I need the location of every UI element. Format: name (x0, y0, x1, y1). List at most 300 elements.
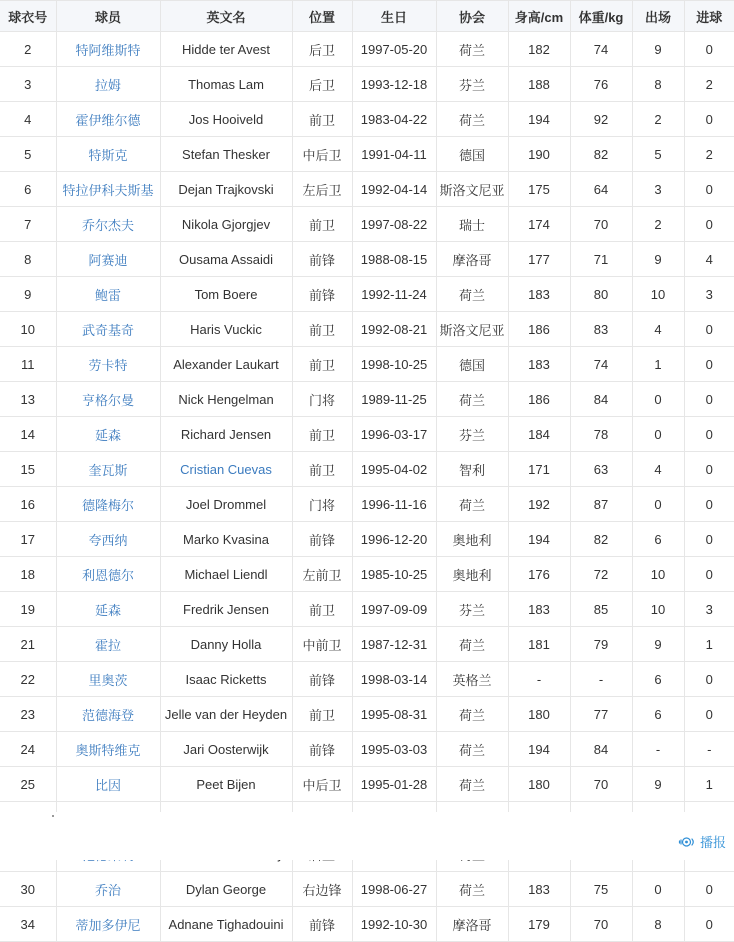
player-link[interactable]: 蒂加多伊尼 (75, 917, 141, 933)
table-row (0, 277, 734, 312)
cell-english: Jari Oosterwijk (160, 732, 292, 767)
cell-birthday: 1997-08-22 (352, 207, 436, 242)
cell-weight: 82 (570, 137, 632, 172)
cell-height: 171 (508, 452, 570, 487)
cell-apps: 4 (632, 312, 684, 347)
cell-association: 德国 (436, 347, 508, 382)
cell-position: 前卫 (292, 102, 352, 137)
cell-player[interactable] (56, 207, 160, 242)
table-row (0, 627, 734, 662)
cell-association: 荷兰 (436, 732, 508, 767)
cell-association: 芬兰 (436, 417, 508, 452)
cell-association: 荷兰 (436, 382, 508, 417)
cell-player[interactable] (56, 67, 160, 102)
player-link[interactable]: 利恩德尔 (81, 567, 134, 583)
cell-weight: 79 (570, 627, 632, 662)
cell-goals: 0 (684, 102, 734, 137)
cell-english[interactable] (160, 452, 292, 487)
cell-number: 30 (0, 872, 56, 907)
cell-position: 后卫 (292, 32, 352, 67)
cell-english: Michael Liendl (160, 557, 292, 592)
cell-position: 左后卫 (292, 172, 352, 207)
cell-association: 斯洛文尼亚 (436, 172, 508, 207)
cell-weight: 87 (570, 487, 632, 522)
cell-player[interactable] (56, 767, 160, 802)
cell-player[interactable] (56, 347, 160, 382)
cell-weight: 74 (570, 347, 632, 382)
cell-birthday: 1995-04-02 (352, 452, 436, 487)
column-header-goals: 进球 (684, 1, 734, 32)
cell-association: 奥地利 (436, 522, 508, 557)
cell-english: Jelle van der Heyden (160, 697, 292, 732)
table-row (0, 907, 734, 942)
cell-number: 16 (0, 487, 56, 522)
table-row (0, 102, 734, 137)
cell-position: 前锋 (292, 277, 352, 312)
column-header-birthday: 生日 (352, 1, 436, 32)
cell-goals: 0 (684, 382, 734, 417)
broadcast-brand[interactable] (678, 832, 726, 851)
cell-player[interactable] (56, 627, 160, 662)
cell-apps: 6 (632, 697, 684, 732)
cell-number: 3 (0, 67, 56, 102)
cell-goals: 3 (684, 277, 734, 312)
player-link[interactable]: 延森 (94, 427, 121, 443)
column-header-association: 协会 (436, 1, 508, 32)
player-link[interactable]: 德隆梅尔 (81, 497, 134, 513)
cell-apps: - (632, 732, 684, 767)
cell-position: 前卫 (292, 452, 352, 487)
player-link[interactable]: 乔治 (94, 882, 121, 898)
cell-player[interactable] (56, 522, 160, 557)
cell-english: Richard Jensen (160, 417, 292, 452)
table-row (0, 557, 734, 592)
cell-number: 7 (0, 207, 56, 242)
cell-position: 前卫 (292, 417, 352, 452)
cell-number: 13 (0, 382, 56, 417)
cell-birthday: 1996-03-17 (352, 417, 436, 452)
cell-number: 19 (0, 592, 56, 627)
cell-english: Marko Kvasina (160, 522, 292, 557)
cell-height: 182 (508, 32, 570, 67)
cell-number: 24 (0, 732, 56, 767)
cell-position: 后卫 (292, 67, 352, 102)
cell-apps: 3 (632, 172, 684, 207)
cell-apps: 6 (632, 522, 684, 557)
cell-association: 摩洛哥 (436, 242, 508, 277)
player-link[interactable]: 特阿维斯特 (75, 42, 141, 58)
cell-apps: 0 (632, 872, 684, 907)
table-row (0, 137, 734, 172)
cell-birthday: 1988-08-15 (352, 242, 436, 277)
cell-apps: 8 (632, 907, 684, 942)
player-link[interactable]: 鲍雷 (94, 287, 121, 303)
cell-birthday: 1996-11-16 (352, 487, 436, 522)
cell-goals: 1 (684, 627, 734, 662)
cell-apps: 0 (632, 417, 684, 452)
cell-goals: 1 (684, 767, 734, 802)
cell-association: 荷兰 (436, 277, 508, 312)
cell-goals: 0 (684, 872, 734, 907)
cell-number: 34 (0, 907, 56, 942)
cell-position: 前卫 (292, 592, 352, 627)
column-header-position: 位置 (292, 1, 352, 32)
cell-height: 177 (508, 242, 570, 277)
player-link[interactable]: 劳卡特 (88, 357, 128, 373)
cell-goals: - (684, 732, 734, 767)
cell-position: 前锋 (292, 907, 352, 942)
cell-birthday: 1998-03-14 (352, 662, 436, 697)
cell-apps: 9 (632, 627, 684, 662)
cell-english: Peet Bijen (160, 767, 292, 802)
cell-goals: 0 (684, 207, 734, 242)
cell-birthday: 1992-10-30 (352, 907, 436, 942)
cell-number: 14 (0, 417, 56, 452)
cell-goals: 0 (684, 557, 734, 592)
table-row (0, 312, 734, 347)
cell-height: 183 (508, 872, 570, 907)
cell-number: 9 (0, 277, 56, 312)
cell-weight: 78 (570, 417, 632, 452)
page-marker-dot (52, 815, 54, 817)
cell-apps: 2 (632, 207, 684, 242)
cell-apps: 9 (632, 242, 684, 277)
table-header-row (0, 1, 734, 32)
column-header-number: 球衣号 (0, 1, 56, 32)
cell-weight: 63 (570, 452, 632, 487)
cell-english: Nikola Gjorgjev (160, 207, 292, 242)
cell-association: 荷兰 (436, 32, 508, 67)
cell-english: Danny Holla (160, 627, 292, 662)
cell-position: 前锋 (292, 662, 352, 697)
table-row (0, 697, 734, 732)
column-header-english: 英文名 (160, 1, 292, 32)
cell-goals: 0 (684, 452, 734, 487)
cell-goals: 0 (684, 417, 734, 452)
cell-number: 15 (0, 452, 56, 487)
cell-weight: - (570, 662, 632, 697)
cell-position: 前锋 (292, 732, 352, 767)
table-row (0, 347, 734, 382)
player-link[interactable]: 特斯克 (88, 147, 128, 163)
cell-position: 前锋 (292, 522, 352, 557)
cell-height: 176 (508, 557, 570, 592)
cell-position: 门将 (292, 382, 352, 417)
cell-height: 194 (508, 732, 570, 767)
cell-apps: 9 (632, 32, 684, 67)
cell-association: 荷兰 (436, 767, 508, 802)
cell-goals: 0 (684, 522, 734, 557)
broadcast-label: 播报 (699, 835, 726, 850)
table-row (0, 662, 734, 697)
cell-number: 18 (0, 557, 56, 592)
cell-birthday: 1998-10-25 (352, 347, 436, 382)
cell-apps: 10 (632, 557, 684, 592)
cell-apps: 10 (632, 277, 684, 312)
table-row (0, 732, 734, 767)
cell-association: 芬兰 (436, 67, 508, 102)
table-row (0, 417, 734, 452)
cell-weight: 70 (570, 907, 632, 942)
cell-english: Ousama Assaidi (160, 242, 292, 277)
player-link[interactable]: 夸西纳 (88, 532, 128, 548)
cell-weight: 82 (570, 522, 632, 557)
cell-number: 4 (0, 102, 56, 137)
cell-number: 11 (0, 347, 56, 382)
cell-player[interactable] (56, 662, 160, 697)
column-header-height: 身高/cm (508, 1, 570, 32)
cell-player[interactable] (56, 697, 160, 732)
cell-height: 186 (508, 312, 570, 347)
cell-goals: 2 (684, 137, 734, 172)
cell-birthday: 1995-08-31 (352, 697, 436, 732)
cell-player[interactable] (56, 557, 160, 592)
cell-number: 10 (0, 312, 56, 347)
cell-number: 2 (0, 32, 56, 67)
cell-goals: 4 (684, 242, 734, 277)
cell-weight: 64 (570, 172, 632, 207)
cell-birthday: 1995-01-28 (352, 767, 436, 802)
cell-number: 5 (0, 137, 56, 172)
cell-english: Hidde ter Avest (160, 32, 292, 67)
cell-position: 中后卫 (292, 137, 352, 172)
cell-goals: 3 (684, 592, 734, 627)
cell-player[interactable] (56, 32, 160, 67)
cell-association: 荷兰 (436, 102, 508, 137)
player-link[interactable]: 乔尔杰夫 (81, 217, 134, 233)
player-link[interactable]: 比因 (94, 777, 121, 793)
footer-bar (0, 812, 734, 860)
player-english-link[interactable]: Cristian Cuevas (180, 461, 272, 477)
cell-height: 183 (508, 592, 570, 627)
cell-number: 25 (0, 767, 56, 802)
cell-height: 188 (508, 67, 570, 102)
table-row (0, 32, 734, 67)
cell-position: 前卫 (292, 347, 352, 382)
cell-birthday: 1992-04-14 (352, 172, 436, 207)
cell-association: 荷兰 (436, 872, 508, 907)
cell-english: Alexander Laukart (160, 347, 292, 382)
cell-player[interactable] (56, 452, 160, 487)
cell-weight: 80 (570, 277, 632, 312)
cell-number: 23 (0, 697, 56, 732)
cell-position: 中后卫 (292, 767, 352, 802)
cell-english: Joel Drommel (160, 487, 292, 522)
cell-player[interactable] (56, 137, 160, 172)
cell-position: 中前卫 (292, 627, 352, 662)
cell-weight: 75 (570, 872, 632, 907)
column-header-weight: 体重/kg (570, 1, 632, 32)
cell-goals: 0 (684, 347, 734, 382)
cell-player[interactable] (56, 102, 160, 137)
cell-goals: 0 (684, 32, 734, 67)
cell-birthday: 1992-11-24 (352, 277, 436, 312)
cell-player[interactable] (56, 732, 160, 767)
cell-english: Adnane Tighadouini (160, 907, 292, 942)
cell-player[interactable] (56, 487, 160, 522)
cell-goals: 0 (684, 172, 734, 207)
cell-weight: 84 (570, 382, 632, 417)
cell-goals: 0 (684, 312, 734, 347)
cell-apps: 4 (632, 452, 684, 487)
cell-apps: 6 (632, 662, 684, 697)
cell-height: 190 (508, 137, 570, 172)
table-row (0, 487, 734, 522)
cell-player[interactable] (56, 907, 160, 942)
cell-weight: 74 (570, 32, 632, 67)
cell-player[interactable] (56, 312, 160, 347)
cell-apps: 2 (632, 102, 684, 137)
cell-player[interactable] (56, 277, 160, 312)
cell-association: 德国 (436, 137, 508, 172)
cell-birthday: 1995-03-03 (352, 732, 436, 767)
cell-english: Tom Boere (160, 277, 292, 312)
table-row (0, 872, 734, 907)
cell-weight: 77 (570, 697, 632, 732)
cell-association: 智利 (436, 452, 508, 487)
cell-height: 183 (508, 277, 570, 312)
cell-english: Isaac Ricketts (160, 662, 292, 697)
cell-player[interactable] (56, 172, 160, 207)
cell-association: 瑞士 (436, 207, 508, 242)
cell-number: 21 (0, 627, 56, 662)
cell-weight: 70 (570, 767, 632, 802)
player-link[interactable]: 奎瓦斯 (88, 462, 128, 478)
table-row (0, 67, 734, 102)
cell-number: 22 (0, 662, 56, 697)
table-row (0, 172, 734, 207)
cell-height: 194 (508, 102, 570, 137)
cell-position: 前卫 (292, 697, 352, 732)
cell-english: Dejan Trajkovski (160, 172, 292, 207)
cell-association: 摩洛哥 (436, 907, 508, 942)
cell-apps: 0 (632, 382, 684, 417)
cell-birthday: 1987-12-31 (352, 627, 436, 662)
cell-height: 180 (508, 767, 570, 802)
player-link[interactable]: 霍伊维尔德 (75, 112, 141, 128)
cell-apps: 5 (632, 137, 684, 172)
cell-weight: 76 (570, 67, 632, 102)
cell-goals: 0 (684, 662, 734, 697)
cell-number: 17 (0, 522, 56, 557)
cell-height: 184 (508, 417, 570, 452)
cell-height: 175 (508, 172, 570, 207)
cell-position: 右边锋 (292, 872, 352, 907)
cell-birthday: 1983-04-22 (352, 102, 436, 137)
player-link[interactable]: 拉姆 (94, 77, 121, 93)
player-link[interactable]: 武奇基奇 (81, 322, 134, 338)
cell-association: 芬兰 (436, 592, 508, 627)
cell-position: 前卫 (292, 312, 352, 347)
cell-number: 6 (0, 172, 56, 207)
cell-apps: 9 (632, 767, 684, 802)
cell-position: 左前卫 (292, 557, 352, 592)
table-row (0, 767, 734, 802)
cell-position: 前锋 (292, 242, 352, 277)
cell-height: 179 (508, 907, 570, 942)
cell-apps: 10 (632, 592, 684, 627)
column-header-apps: 出场 (632, 1, 684, 32)
cell-weight: 72 (570, 557, 632, 592)
cell-player[interactable] (56, 592, 160, 627)
cell-english: Stefan Thesker (160, 137, 292, 172)
cell-height: 180 (508, 697, 570, 732)
cell-goals: 0 (684, 907, 734, 942)
cell-birthday: 1997-09-09 (352, 592, 436, 627)
table-row (0, 592, 734, 627)
cell-english: Fredrik Jensen (160, 592, 292, 627)
cell-english: Thomas Lam (160, 67, 292, 102)
cell-english: Dylan George (160, 872, 292, 907)
cell-association: 荷兰 (436, 627, 508, 662)
cell-association: 荷兰 (436, 487, 508, 522)
cell-weight: 71 (570, 242, 632, 277)
table-row (0, 452, 734, 487)
broadcast-icon (678, 835, 696, 849)
cell-birthday: 1998-06-27 (352, 872, 436, 907)
table-row (0, 522, 734, 557)
table-row (0, 382, 734, 417)
cell-weight: 85 (570, 592, 632, 627)
cell-player[interactable] (56, 382, 160, 417)
player-link[interactable]: 阿赛迪 (88, 252, 128, 268)
cell-birthday: 1993-12-18 (352, 67, 436, 102)
cell-birthday: 1996-12-20 (352, 522, 436, 557)
cell-association: 英格兰 (436, 662, 508, 697)
player-link[interactable]: 特拉伊科夫斯基 (62, 182, 154, 198)
cell-player[interactable] (56, 872, 160, 907)
cell-goals: 0 (684, 487, 734, 522)
table-row (0, 242, 734, 277)
cell-english: Jos Hooiveld (160, 102, 292, 137)
cell-height: 181 (508, 627, 570, 662)
cell-weight: 92 (570, 102, 632, 137)
cell-apps: 8 (632, 67, 684, 102)
cell-apps: 1 (632, 347, 684, 382)
cell-goals: 0 (684, 697, 734, 732)
player-link[interactable]: 霍拉 (94, 637, 121, 653)
cell-number: 8 (0, 242, 56, 277)
cell-height: 186 (508, 382, 570, 417)
cell-association: 荷兰 (436, 697, 508, 732)
player-link[interactable]: 里奥茨 (88, 672, 128, 688)
table-row (0, 207, 734, 242)
cell-association: 奥地利 (436, 557, 508, 592)
cell-weight: 70 (570, 207, 632, 242)
cell-player[interactable] (56, 242, 160, 277)
cell-height: 194 (508, 522, 570, 557)
cell-birthday: 1985-10-25 (352, 557, 436, 592)
cell-height: 174 (508, 207, 570, 242)
player-link[interactable]: 亨格尔曼 (81, 392, 134, 408)
cell-apps: 0 (632, 487, 684, 522)
player-link[interactable]: 延森 (94, 602, 121, 618)
cell-goals: 2 (684, 67, 734, 102)
cell-birthday: 1989-11-25 (352, 382, 436, 417)
cell-player[interactable] (56, 417, 160, 452)
cell-birthday: 1997-05-20 (352, 32, 436, 67)
cell-position: 门将 (292, 487, 352, 522)
cell-association: 斯洛文尼亚 (436, 312, 508, 347)
cell-birthday: 1991-04-11 (352, 137, 436, 172)
cell-height: - (508, 662, 570, 697)
player-link[interactable]: 范德海登 (81, 707, 134, 723)
player-link[interactable]: 奥斯特维克 (75, 742, 141, 758)
cell-english: Haris Vuckic (160, 312, 292, 347)
cell-weight: 83 (570, 312, 632, 347)
cell-birthday: 1992-08-21 (352, 312, 436, 347)
cell-position: 前卫 (292, 207, 352, 242)
